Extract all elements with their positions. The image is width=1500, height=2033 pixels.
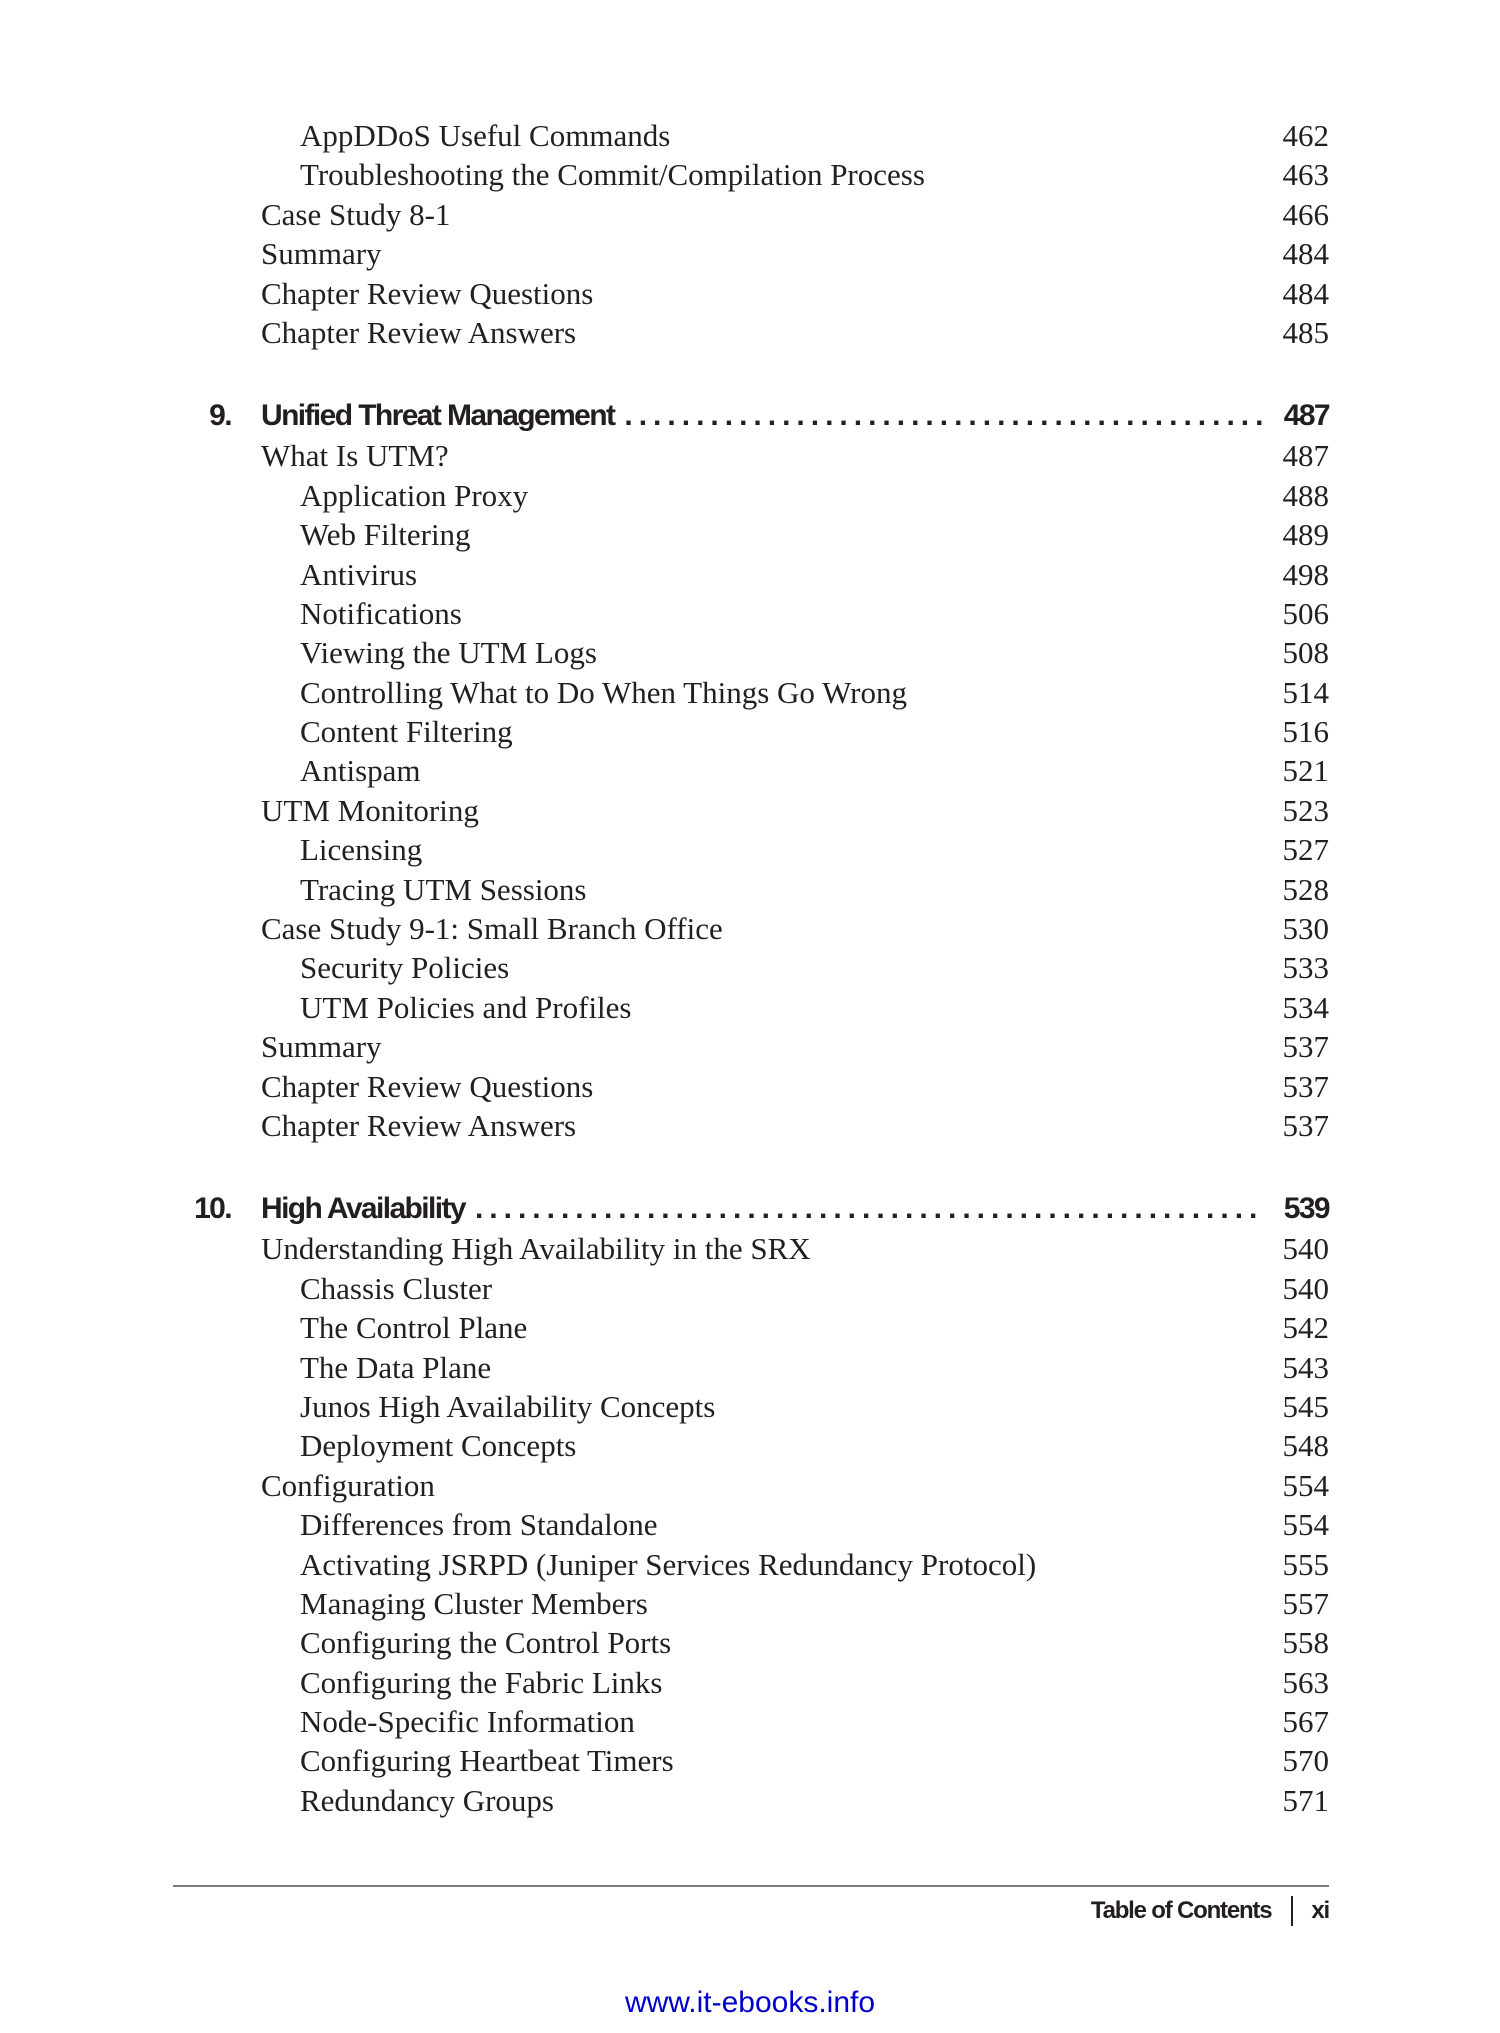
chapter-page: 539: [1283, 1192, 1329, 1226]
entry-page: 462: [1282, 118, 1329, 153]
entry-title: Managing Cluster Members: [300, 1585, 648, 1621]
toc-entry[interactable]: [0, 234, 1500, 273]
entry-page: 466: [1282, 196, 1329, 232]
toc-entry[interactable]: [0, 988, 1500, 1027]
entry-page: 514: [1282, 674, 1329, 710]
entry-title: Content Filtering: [300, 714, 513, 750]
entry-page: 527: [1282, 832, 1329, 868]
entry-title: Notifications: [300, 595, 462, 631]
toc-entry[interactable]: [0, 1781, 1500, 1820]
entry-page: 488: [1282, 477, 1329, 513]
entry-page: 484: [1282, 236, 1329, 272]
entry-page: 463: [1282, 157, 1329, 193]
entry-page: 545: [1282, 1388, 1329, 1424]
toc-entry[interactable]: [0, 195, 1500, 234]
toc-entry[interactable]: [0, 1229, 1500, 1268]
chapter-number: 9.: [209, 399, 231, 433]
toc-entry[interactable]: [0, 1308, 1500, 1347]
toc-entry[interactable]: [0, 515, 1500, 554]
chapter-heading[interactable]: [0, 1188, 1500, 1229]
toc-entry[interactable]: [0, 1741, 1500, 1780]
toc-entry[interactable]: [0, 909, 1500, 948]
entry-title: Antispam: [300, 753, 421, 789]
entry-title: Tracing UTM Sessions: [300, 871, 587, 907]
dot-leader: .............................................: [624, 399, 1270, 433]
entry-title: Deployment Concepts: [300, 1428, 577, 1464]
entry-page: 485: [1282, 314, 1329, 350]
toc-entry[interactable]: [0, 1663, 1500, 1702]
entry-page: 554: [1282, 1467, 1329, 1503]
entry-title: Configuring Heartbeat Timers: [300, 1743, 674, 1779]
toc-entry[interactable]: [0, 673, 1500, 712]
entry-title: Configuring the Control Ports: [300, 1625, 672, 1661]
toc-entry[interactable]: [0, 1348, 1500, 1387]
toc-entry[interactable]: [0, 1584, 1500, 1623]
entry-title: Chapter Review Answers: [261, 314, 577, 350]
toc-entry[interactable]: [0, 948, 1500, 987]
entry-title: Redundancy Groups: [300, 1782, 554, 1818]
entry-title: Application Proxy: [300, 477, 529, 513]
entry-page: 530: [1282, 911, 1329, 947]
entry-page: 557: [1282, 1585, 1329, 1621]
toc-entry[interactable]: [0, 712, 1500, 751]
entry-page: 540: [1282, 1270, 1329, 1306]
entry-page: 508: [1282, 635, 1329, 671]
entry-title: Configuring the Fabric Links: [300, 1664, 663, 1700]
entry-title: Licensing: [300, 832, 423, 868]
entry-title: Summary: [261, 1029, 382, 1065]
entry-page: 570: [1282, 1743, 1329, 1779]
entry-page: 506: [1282, 595, 1329, 631]
entry-page: 548: [1282, 1428, 1329, 1464]
entry-title: What Is UTM?: [261, 438, 449, 474]
toc-entry[interactable]: [0, 476, 1500, 515]
entry-title: Activating JSRPD (Juniper Services Redundancy Protocol): [300, 1546, 1037, 1582]
entry-page: 567: [1282, 1704, 1329, 1740]
entry-title: Controlling What to Do When Things Go Wrong: [300, 674, 907, 710]
footer-label: Table of Contents: [1090, 1897, 1272, 1924]
entry-title: The Data Plane: [300, 1349, 492, 1385]
entry-title: Configuration: [261, 1467, 435, 1503]
toc-entry[interactable]: [0, 116, 1500, 155]
toc-entry[interactable]: [0, 1426, 1500, 1465]
toc-entry[interactable]: [0, 633, 1500, 672]
entry-title: Chapter Review Questions: [261, 275, 594, 311]
toc-entry[interactable]: [0, 751, 1500, 790]
entry-page: 540: [1282, 1231, 1329, 1267]
entry-page: 523: [1282, 792, 1329, 828]
entry-page: 558: [1282, 1625, 1329, 1661]
chapter-number: 10.: [194, 1192, 231, 1226]
toc-entry[interactable]: [0, 274, 1500, 313]
entry-page: 571: [1282, 1782, 1329, 1818]
entry-page: 543: [1282, 1349, 1329, 1385]
entry-title: AppDDoS Useful Commands: [300, 118, 671, 153]
chapter-heading[interactable]: [0, 395, 1500, 436]
chapter-title: High Availability: [261, 1192, 465, 1226]
entry-page: 537: [1282, 1107, 1329, 1143]
entry-page: 555: [1282, 1546, 1329, 1582]
toc-entry[interactable]: [0, 555, 1500, 594]
entry-title: UTM Policies and Profiles: [300, 989, 632, 1025]
entry-page: 487: [1282, 438, 1329, 474]
toc-entry[interactable]: [0, 1505, 1500, 1544]
toc-entry[interactable]: [0, 870, 1500, 909]
entry-title: Summary: [261, 236, 382, 272]
footer-separator: [1291, 1896, 1293, 1926]
footer-page-number: xi: [1311, 1897, 1329, 1924]
entry-page: 554: [1282, 1507, 1329, 1543]
toc-entry[interactable]: [0, 1269, 1500, 1308]
toc-entry[interactable]: [0, 1387, 1500, 1426]
entry-page: 533: [1282, 950, 1329, 986]
footer-divider: [173, 1885, 1329, 1887]
entry-title: Troubleshooting the Commit/Compilation Process: [300, 157, 925, 193]
entry-title: Differences from Standalone: [300, 1507, 658, 1543]
toc-entry[interactable]: [0, 1466, 1500, 1505]
entry-title: The Control Plane: [300, 1310, 528, 1346]
entry-title: Understanding High Availability in the SRX: [261, 1231, 811, 1267]
watermark-link[interactable]: www.it-ebooks.info: [624, 1986, 876, 2019]
entry-page: 537: [1282, 1068, 1329, 1104]
chapter-page: 487: [1283, 399, 1329, 433]
toc-entry[interactable]: [0, 1106, 1500, 1145]
toc-entry[interactable]: [0, 594, 1500, 633]
entry-title: Case Study 9-1: Small Branch Office: [261, 911, 723, 947]
entry-page: 528: [1282, 871, 1329, 907]
entry-page: 484: [1282, 275, 1329, 311]
chapter-title: Unified Threat Management: [261, 399, 615, 433]
entry-page: 534: [1282, 989, 1329, 1025]
entry-title: Junos High Availability Concepts: [300, 1388, 716, 1424]
entry-title: Chassis Cluster: [300, 1270, 493, 1306]
entry-title: Web Filtering: [300, 517, 471, 553]
entry-title: Node-Specific Information: [300, 1704, 635, 1740]
entry-title: Viewing the UTM Logs: [300, 635, 597, 671]
toc-entry[interactable]: [0, 1702, 1500, 1741]
entry-page: 498: [1282, 556, 1329, 592]
entry-title: Antivirus: [300, 556, 418, 592]
dot-leader: .......................................................: [474, 1192, 1264, 1226]
toc-entry[interactable]: [0, 436, 1500, 475]
toc-entry[interactable]: [0, 1027, 1500, 1066]
entry-title: Case Study 8-1: [261, 196, 451, 232]
toc-entry[interactable]: [0, 1623, 1500, 1662]
entry-page: 516: [1282, 714, 1329, 750]
toc-entry[interactable]: [0, 313, 1500, 352]
entry-page: 542: [1282, 1310, 1329, 1346]
table-of-contents: [0, 116, 1500, 1820]
toc-entry[interactable]: [0, 791, 1500, 830]
running-footer: [1091, 1896, 1329, 1926]
toc-entry[interactable]: [0, 155, 1500, 194]
entry-title: UTM Monitoring: [261, 792, 479, 828]
entry-title: Chapter Review Questions: [261, 1068, 594, 1104]
entry-page: 537: [1282, 1029, 1329, 1065]
entry-title: Security Policies: [300, 950, 510, 986]
toc-entry[interactable]: [0, 1545, 1500, 1584]
entry-title: Chapter Review Answers: [261, 1107, 577, 1143]
entry-page: 489: [1282, 517, 1329, 553]
toc-entry[interactable]: [0, 830, 1500, 869]
entry-page: 563: [1282, 1664, 1329, 1700]
toc-entry[interactable]: [0, 1067, 1500, 1106]
entry-page: 521: [1282, 753, 1329, 789]
